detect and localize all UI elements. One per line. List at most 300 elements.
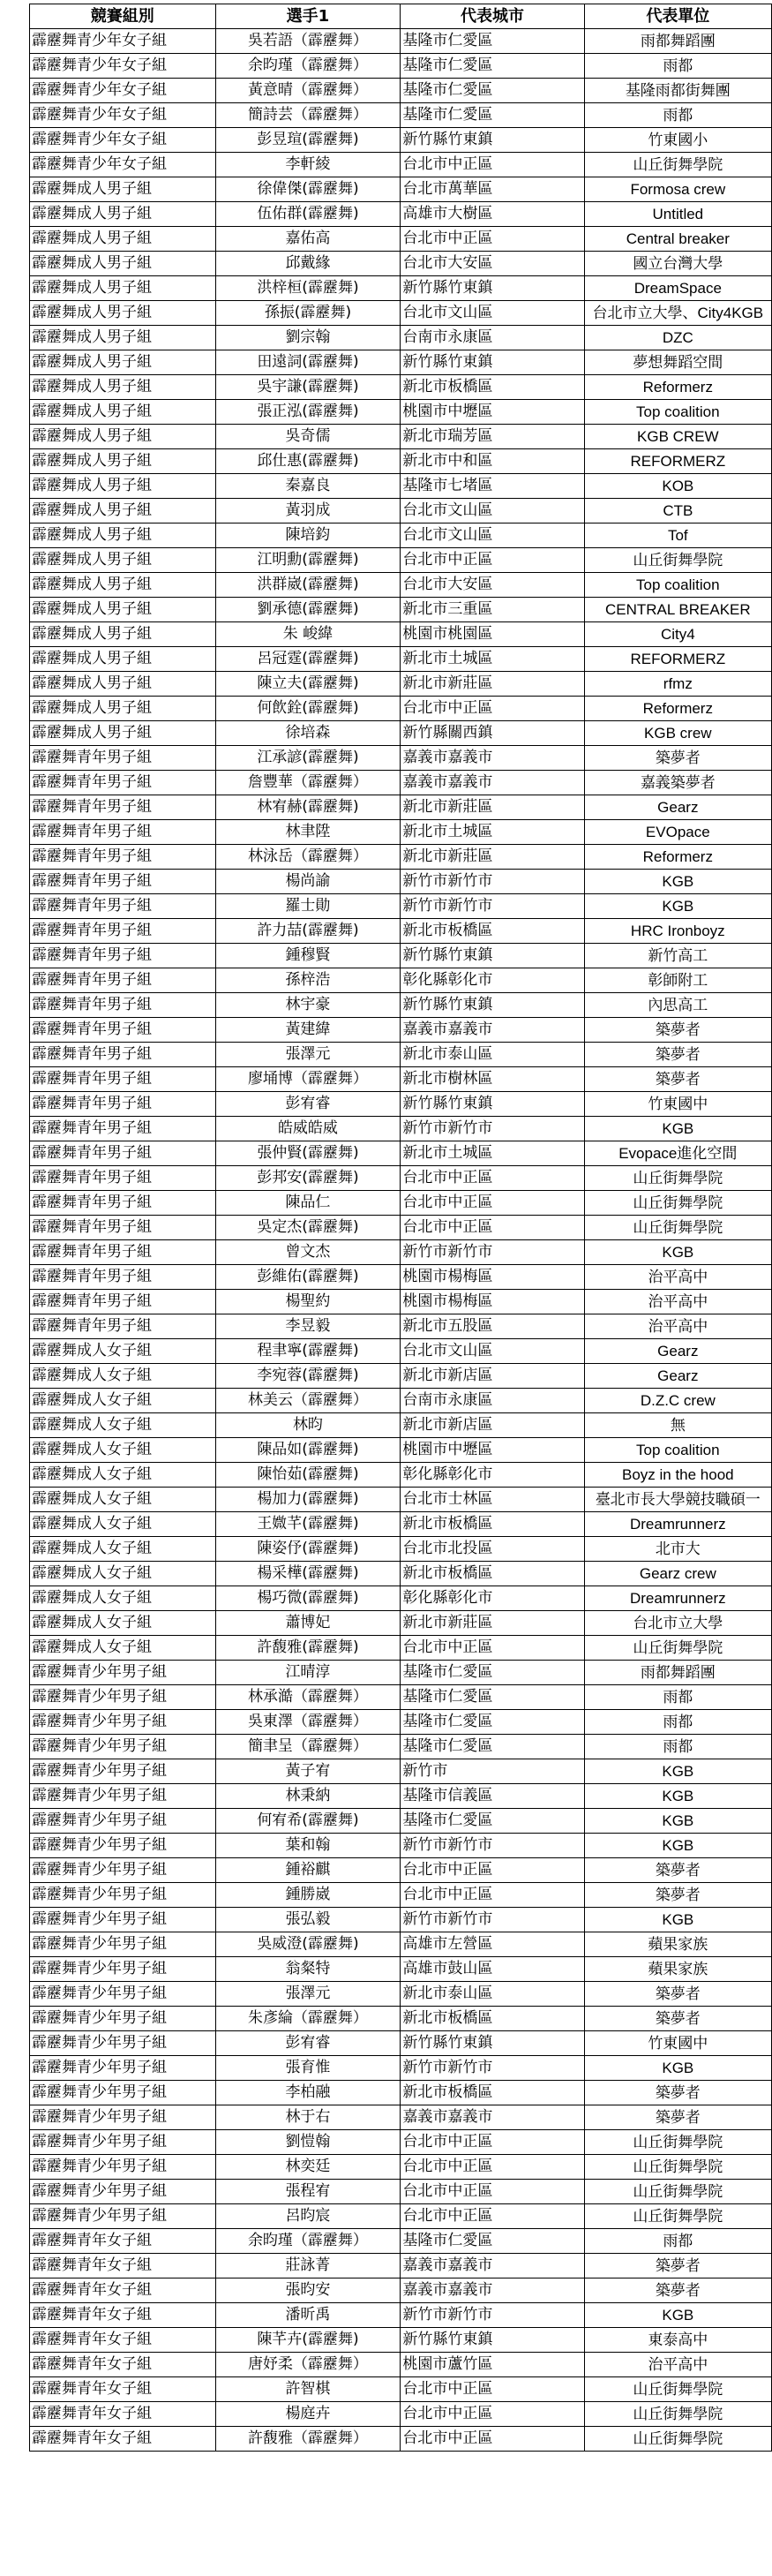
table-row [30, 350, 772, 375]
table-row [30, 499, 772, 523]
cell-city: 新竹市新竹市 [401, 1834, 584, 1858]
cell-unit: 台北市立大學 [584, 1611, 771, 1636]
cell-city: 台南市永康區 [401, 326, 584, 350]
cell-competition-group: 霹靂舞成人男子組 [30, 425, 216, 449]
table-row [30, 919, 772, 944]
cell-city: 新北市板橋區 [401, 919, 584, 944]
cell-city: 台北市中正區 [401, 153, 584, 177]
cell-player: 孫振(霹靂舞) [215, 301, 401, 326]
cell-unit: KGB [584, 1908, 771, 1932]
cell-player: 田遠詞(霹靂舞) [215, 350, 401, 375]
cell-city: 新竹市新竹市 [401, 1240, 584, 1265]
cell-unit: Top coalition [584, 1438, 771, 1463]
cell-unit: CTB [584, 499, 771, 523]
cell-city: 新竹縣竹東鎮 [401, 276, 584, 301]
table-row [30, 746, 772, 771]
table-row [30, 400, 772, 425]
cell-competition-group: 霹靂舞青年男子組 [30, 771, 216, 795]
cell-player: 吳宇謙(霹靂舞) [215, 375, 401, 400]
cell-competition-group: 霹靂舞成人女子組 [30, 1611, 216, 1636]
cell-competition-group: 霹靂舞青年女子組 [30, 2278, 216, 2303]
cell-player: 張澤元 [215, 1982, 401, 2007]
table-row [30, 1562, 772, 1586]
table-row [30, 1611, 772, 1636]
cell-unit: 築夢者 [584, 1883, 771, 1908]
cell-player: 陳品如(霹靂舞) [215, 1438, 401, 1463]
table-row [30, 1834, 772, 1858]
cell-competition-group: 霹靂舞成人女子組 [30, 1636, 216, 1661]
cell-player: 黃意晴（霹靂舞） [215, 79, 401, 103]
table-row [30, 301, 772, 326]
cell-player: 邱戴緣 [215, 252, 401, 276]
cell-competition-group: 霹靂舞青年男子組 [30, 968, 216, 993]
cell-competition-group: 霹靂舞青年男子組 [30, 1216, 216, 1240]
cell-unit: 築夢者 [584, 2278, 771, 2303]
cell-unit: 內思高工 [584, 993, 771, 1018]
cell-competition-group: 霹靂舞青少年男子組 [30, 1735, 216, 1759]
cell-city: 台北市中正區 [401, 1858, 584, 1883]
cell-competition-group: 霹靂舞青少年男子組 [30, 1957, 216, 1982]
cell-player: 徐培森 [215, 721, 401, 746]
cell-competition-group: 霹靂舞成人男子組 [30, 598, 216, 622]
cell-player: 吳奇儒 [215, 425, 401, 449]
cell-city: 台北市中正區 [401, 2180, 584, 2204]
table-row [30, 1488, 772, 1512]
cell-unit: 築夢者 [584, 2081, 771, 2105]
cell-player: 何飲銓(霹靂舞) [215, 697, 401, 721]
cell-unit: 山丘街舞學院 [584, 2130, 771, 2155]
cell-city: 台北市大安區 [401, 252, 584, 276]
cell-competition-group: 霹靂舞青年男子組 [30, 1314, 216, 1339]
cell-city: 台北市中正區 [401, 548, 584, 573]
table-row [30, 1413, 772, 1438]
table-row [30, 944, 772, 968]
cell-city: 新竹市新竹市 [401, 2056, 584, 2081]
cell-player: 楊聖約 [215, 1290, 401, 1314]
cell-unit: 山丘街舞學院 [584, 2155, 771, 2180]
table-row [30, 523, 772, 548]
table-row [30, 79, 772, 103]
cell-competition-group: 霹靂舞成人男子組 [30, 375, 216, 400]
cell-competition-group: 霹靂舞成人女子組 [30, 1438, 216, 1463]
cell-unit: EVOpace [584, 820, 771, 845]
cell-unit: Top coalition [584, 400, 771, 425]
table-row [30, 153, 772, 177]
cell-competition-group: 霹靂舞成人女子組 [30, 1488, 216, 1512]
cell-city: 新竹縣竹東鎮 [401, 2328, 584, 2353]
table-row [30, 993, 772, 1018]
cell-competition-group: 霹靂舞青少年男子組 [30, 1661, 216, 1685]
cell-unit: 蘋果家族 [584, 1957, 771, 1982]
cell-player: 鍾裕麒 [215, 1858, 401, 1883]
cell-player: 翁粲特 [215, 1957, 401, 1982]
cell-player: 張育惟 [215, 2056, 401, 2081]
cell-unit: 築夢者 [584, 746, 771, 771]
cell-unit: Tof [584, 523, 771, 548]
cell-city: 新北市新店區 [401, 1413, 584, 1438]
table-row [30, 1636, 772, 1661]
cell-player: 楊庭卉 [215, 2402, 401, 2427]
cell-player: 楊加力(霹靂舞) [215, 1488, 401, 1512]
cell-unit: 蘋果家族 [584, 1932, 771, 1957]
cell-player: 詹豐華（霹靂舞） [215, 771, 401, 795]
cell-player: 江晴淳 [215, 1661, 401, 1685]
table-row [30, 795, 772, 820]
cell-unit: 山丘街舞學院 [584, 1166, 771, 1191]
cell-unit: 山丘街舞學院 [584, 1216, 771, 1240]
table-header [30, 4, 772, 29]
table-row [30, 227, 772, 252]
cell-player: 吳東澤（霹靂舞） [215, 1710, 401, 1735]
cell-competition-group: 霹靂舞青年男子組 [30, 1067, 216, 1092]
cell-competition-group: 霹靂舞青年男子組 [30, 1290, 216, 1314]
table-row [30, 894, 772, 919]
table-row [30, 2056, 772, 2081]
cell-city: 桃園市中壢區 [401, 400, 584, 425]
cell-player: 黃羽成 [215, 499, 401, 523]
cell-city: 桃園市楊梅區 [401, 1290, 584, 1314]
table-row [30, 2377, 772, 2402]
cell-city: 台北市北投區 [401, 1537, 584, 1562]
cell-competition-group: 霹靂舞成人男子組 [30, 499, 216, 523]
cell-unit: 嘉義築夢者 [584, 771, 771, 795]
cell-player: 彭宥睿 [215, 2031, 401, 2056]
table-row [30, 870, 772, 894]
cell-city: 新北市中和區 [401, 449, 584, 474]
cell-competition-group: 霹靂舞青年女子組 [30, 2303, 216, 2328]
cell-unit: 竹東國中 [584, 1092, 771, 1117]
cell-unit: 山丘街舞學院 [584, 1191, 771, 1216]
cell-city: 基隆市仁愛區 [401, 1809, 584, 1834]
cell-city: 高雄市左營區 [401, 1932, 584, 1957]
cell-player: 彭維佑(霹靂舞) [215, 1265, 401, 1290]
cell-player: 張正泓(霹靂舞) [215, 400, 401, 425]
cell-city: 台北市大安區 [401, 573, 584, 598]
table-row [30, 2031, 772, 2056]
cell-unit: DZC [584, 326, 771, 350]
cell-player: 林泳岳（霹靂舞） [215, 845, 401, 870]
cell-competition-group: 霹靂舞青年男子組 [30, 993, 216, 1018]
cell-unit: 臺北市長大學競技職碩一 [584, 1488, 771, 1512]
cell-city: 台北市中正區 [401, 227, 584, 252]
cell-competition-group: 霹靂舞青少年男子組 [30, 2056, 216, 2081]
cell-city: 台北市中正區 [401, 1883, 584, 1908]
table-row [30, 1586, 772, 1611]
table-row [30, 2204, 772, 2229]
cell-competition-group: 霹靂舞成人男子組 [30, 647, 216, 672]
cell-player: 劉愷翰 [215, 2130, 401, 2155]
cell-unit: KGB crew [584, 721, 771, 746]
table-row [30, 103, 772, 128]
cell-competition-group: 霹靂舞青年男子組 [30, 944, 216, 968]
table-row [30, 177, 772, 202]
table-row [30, 1759, 772, 1784]
cell-competition-group: 霹靂舞青年女子組 [30, 2402, 216, 2427]
cell-competition-group: 霹靂舞青年女子組 [30, 2427, 216, 2452]
cell-competition-group: 霹靂舞青少年女子組 [30, 128, 216, 153]
cell-player: 林聿陞 [215, 820, 401, 845]
cell-competition-group: 霹靂舞成人男子組 [30, 721, 216, 746]
cell-city: 新北市土城區 [401, 647, 584, 672]
cell-competition-group: 霹靂舞青少年男子組 [30, 2081, 216, 2105]
cell-competition-group: 霹靂舞成人女子組 [30, 1463, 216, 1488]
table-row [30, 1018, 772, 1043]
header-row [30, 4, 772, 29]
table-row [30, 2402, 772, 2427]
cell-competition-group: 霹靂舞成人女子組 [30, 1364, 216, 1389]
cell-competition-group: 霹靂舞成人男子組 [30, 400, 216, 425]
cell-unit: 台北市立大學、City4KGB [584, 301, 771, 326]
cell-unit: Central breaker [584, 227, 771, 252]
cell-unit: 山丘街舞學院 [584, 153, 771, 177]
cell-competition-group: 霹靂舞成人男子組 [30, 276, 216, 301]
table-row [30, 2007, 772, 2031]
table-row [30, 2155, 772, 2180]
cell-player: 李宛蓉(霹靂舞) [215, 1364, 401, 1389]
cell-city: 台北市中正區 [401, 1636, 584, 1661]
cell-unit: 國立台灣大學 [584, 252, 771, 276]
cell-competition-group: 霹靂舞青少年男子組 [30, 2007, 216, 2031]
cell-player: 何宥希(霹靂舞) [215, 1809, 401, 1834]
cell-city: 新北市瑞芳區 [401, 425, 584, 449]
cell-player: 許馥雅（霹靂舞） [215, 2427, 401, 2452]
cell-competition-group: 霹靂舞青年男子組 [30, 1043, 216, 1067]
cell-city: 新竹市新竹市 [401, 894, 584, 919]
cell-unit: KOB [584, 474, 771, 499]
cell-player: 吳威澄(霹靂舞) [215, 1932, 401, 1957]
cell-competition-group: 霹靂舞成人女子組 [30, 1586, 216, 1611]
table-row [30, 968, 772, 993]
table-row [30, 2427, 772, 2452]
cell-player: 林承澔（霹靂舞） [215, 1685, 401, 1710]
cell-unit: 築夢者 [584, 1858, 771, 1883]
cell-player: 張弘毅 [215, 1908, 401, 1932]
table-row [30, 1216, 772, 1240]
cell-player: 林奕廷 [215, 2155, 401, 2180]
table-row [30, 1784, 772, 1809]
cell-competition-group: 霹靂舞青年女子組 [30, 2254, 216, 2278]
table-row [30, 2229, 772, 2254]
cell-competition-group: 霹靂舞成人男子組 [30, 350, 216, 375]
cell-player: 陳芊卉(霹靂舞) [215, 2328, 401, 2353]
cell-competition-group: 霹靂舞青年男子組 [30, 1092, 216, 1117]
table-row [30, 54, 772, 79]
table-row [30, 1067, 772, 1092]
cell-unit: KGB [584, 870, 771, 894]
table-row [30, 29, 772, 54]
table-row [30, 697, 772, 721]
cell-unit: KGB [584, 1240, 771, 1265]
cell-competition-group: 霹靂舞成人男子組 [30, 672, 216, 697]
table-row [30, 1339, 772, 1364]
cell-player: 陳怡茹(霹靂舞) [215, 1463, 401, 1488]
cell-unit: 竹東國中 [584, 2031, 771, 2056]
cell-city: 台北市士林區 [401, 1488, 584, 1512]
table-row [30, 1710, 772, 1735]
cell-unit: 山丘街舞學院 [584, 2427, 771, 2452]
cell-city: 新竹市新竹市 [401, 870, 584, 894]
table-row [30, 1364, 772, 1389]
cell-competition-group: 霹靂舞青年男子組 [30, 820, 216, 845]
cell-unit: 築夢者 [584, 1043, 771, 1067]
cell-player: 張仲賢(霹靂舞) [215, 1141, 401, 1166]
table-row [30, 573, 772, 598]
table-row [30, 128, 772, 153]
cell-city: 基隆市七堵區 [401, 474, 584, 499]
cell-city: 嘉義市嘉義市 [401, 771, 584, 795]
cell-unit: Reformerz [584, 845, 771, 870]
cell-player: 呂冠霆(霹靂舞) [215, 647, 401, 672]
cell-competition-group: 霹靂舞青少年男子組 [30, 1982, 216, 2007]
cell-player: 許力喆(霹靂舞) [215, 919, 401, 944]
cell-unit: Gearz crew [584, 1562, 771, 1586]
cell-unit: 雨都 [584, 1685, 771, 1710]
cell-city: 新北市土城區 [401, 820, 584, 845]
table-row [30, 548, 772, 573]
cell-player: 呂昀宸 [215, 2204, 401, 2229]
cell-competition-group: 霹靂舞青少年男子組 [30, 1759, 216, 1784]
cell-unit: Dreamrunnerz [584, 1512, 771, 1537]
table-row [30, 771, 772, 795]
cell-player: 孫梓浩 [215, 968, 401, 993]
cell-unit: 築夢者 [584, 1067, 771, 1092]
cell-player: 潘昕禹 [215, 2303, 401, 2328]
cell-competition-group: 霹靂舞成人女子組 [30, 1413, 216, 1438]
table-row [30, 845, 772, 870]
cell-unit: 治平高中 [584, 2353, 771, 2377]
table-row [30, 2303, 772, 2328]
cell-city: 桃園市蘆竹區 [401, 2353, 584, 2377]
cell-unit: Top coalition [584, 573, 771, 598]
cell-player: 伍佑群(霹靂舞) [215, 202, 401, 227]
cell-city: 基隆市信義區 [401, 1784, 584, 1809]
cell-player: 許智棋 [215, 2377, 401, 2402]
cell-competition-group: 霹靂舞青少年男子組 [30, 1908, 216, 1932]
cell-unit: 山丘街舞學院 [584, 1636, 771, 1661]
cell-player: 許馥雅(霹靂舞) [215, 1636, 401, 1661]
cell-unit: 北市大 [584, 1537, 771, 1562]
cell-city: 新北市五股區 [401, 1314, 584, 1339]
cell-unit: DreamSpace [584, 276, 771, 301]
cell-unit: Untitled [584, 202, 771, 227]
cell-player: 嘉佑高 [215, 227, 401, 252]
cell-player: 劉宗翰 [215, 326, 401, 350]
cell-city: 彰化縣彰化市 [401, 1586, 584, 1611]
cell-player: 邱仕惠(霹靂舞) [215, 449, 401, 474]
cell-unit: KGB [584, 2303, 771, 2328]
table-row [30, 449, 772, 474]
cell-city: 新竹縣竹東鎮 [401, 128, 584, 153]
cell-player: 張程宥 [215, 2180, 401, 2204]
registration-table [29, 4, 772, 2452]
cell-player: 林秉納 [215, 1784, 401, 1809]
cell-player: 徐偉傑(霹靂舞) [215, 177, 401, 202]
cell-competition-group: 霹靂舞成人男子組 [30, 227, 216, 252]
cell-city: 高雄市鼓山區 [401, 1957, 584, 1982]
cell-competition-group: 霹靂舞青年男子組 [30, 795, 216, 820]
cell-unit: KGB [584, 2056, 771, 2081]
cell-unit: City4 [584, 622, 771, 647]
cell-unit: Gearz [584, 1339, 771, 1364]
cell-competition-group: 霹靂舞青少年男子組 [30, 1883, 216, 1908]
cell-unit: 彰師附工 [584, 968, 771, 993]
cell-player: 陳姿伃(霹靂舞) [215, 1537, 401, 1562]
cell-competition-group: 霹靂舞青少年男子組 [30, 1834, 216, 1858]
cell-competition-group: 霹靂舞青年男子組 [30, 746, 216, 771]
cell-player: 楊巧微(霹靂舞) [215, 1586, 401, 1611]
cell-competition-group: 霹靂舞成人男子組 [30, 622, 216, 647]
cell-unit: KGB [584, 894, 771, 919]
cell-unit: 雨都 [584, 2229, 771, 2254]
table-row [30, 2353, 772, 2377]
table-row [30, 1957, 772, 1982]
cell-competition-group: 霹靂舞成人男子組 [30, 523, 216, 548]
table-row [30, 721, 772, 746]
cell-unit: KGB [584, 1784, 771, 1809]
cell-competition-group: 霹靂舞青少年男子組 [30, 2180, 216, 2204]
cell-competition-group: 霹靂舞成人女子組 [30, 1389, 216, 1413]
table-row [30, 1314, 772, 1339]
cell-player: 黃子宥 [215, 1759, 401, 1784]
cell-competition-group: 霹靂舞青少年女子組 [30, 54, 216, 79]
cell-city: 新竹縣竹東鎮 [401, 350, 584, 375]
cell-player: 唐妤柔（霹靂舞） [215, 2353, 401, 2377]
cell-city: 台北市中正區 [401, 2377, 584, 2402]
cell-competition-group: 霹靂舞青少年男子組 [30, 2130, 216, 2155]
header-competition-group: 競賽組別 [30, 4, 216, 29]
cell-city: 基隆市仁愛區 [401, 29, 584, 54]
cell-city: 新北市新莊區 [401, 845, 584, 870]
cell-player: 廖埇博（霹靂舞） [215, 1067, 401, 1092]
cell-unit: 雨都 [584, 103, 771, 128]
cell-city: 基隆市仁愛區 [401, 1661, 584, 1685]
cell-city: 新北市新莊區 [401, 672, 584, 697]
cell-city: 台南市永康區 [401, 1389, 584, 1413]
cell-player: 李昱毅 [215, 1314, 401, 1339]
cell-player: 洪群崴(霹靂舞) [215, 573, 401, 598]
cell-player: 莊詠菁 [215, 2254, 401, 2278]
table-row [30, 2278, 772, 2303]
cell-player: 李柏融 [215, 2081, 401, 2105]
cell-city: 新北市泰山區 [401, 1043, 584, 1067]
cell-competition-group: 霹靂舞青年男子組 [30, 1166, 216, 1191]
table-row [30, 252, 772, 276]
cell-unit: Formosa crew [584, 177, 771, 202]
cell-competition-group: 霹靂舞青少年男子組 [30, 1784, 216, 1809]
table-row [30, 1438, 772, 1463]
cell-player: 張昀安 [215, 2278, 401, 2303]
cell-city: 基隆市仁愛區 [401, 1685, 584, 1710]
cell-competition-group: 霹靂舞青年男子組 [30, 1265, 216, 1290]
cell-player: 鍾勝崴 [215, 1883, 401, 1908]
cell-city: 台北市中正區 [401, 2204, 584, 2229]
cell-competition-group: 霹靂舞成人女子組 [30, 1537, 216, 1562]
cell-player: 彭邦安(霹靂舞) [215, 1166, 401, 1191]
table-body [30, 29, 772, 2452]
cell-city: 台北市文山區 [401, 1339, 584, 1364]
cell-player: 劉承德(霹靂舞) [215, 598, 401, 622]
cell-unit: D.Z.C crew [584, 1389, 771, 1413]
cell-player: 林昀 [215, 1413, 401, 1438]
cell-competition-group: 霹靂舞青少年男子組 [30, 1685, 216, 1710]
cell-city: 新北市新莊區 [401, 1611, 584, 1636]
cell-player: 林宥赫(霹靂舞) [215, 795, 401, 820]
cell-unit: Dreamrunnerz [584, 1586, 771, 1611]
cell-competition-group: 霹靂舞青少年男子組 [30, 1858, 216, 1883]
table-row [30, 1982, 772, 2007]
cell-player: 曾文杰 [215, 1240, 401, 1265]
cell-city: 新北市板橋區 [401, 1562, 584, 1586]
